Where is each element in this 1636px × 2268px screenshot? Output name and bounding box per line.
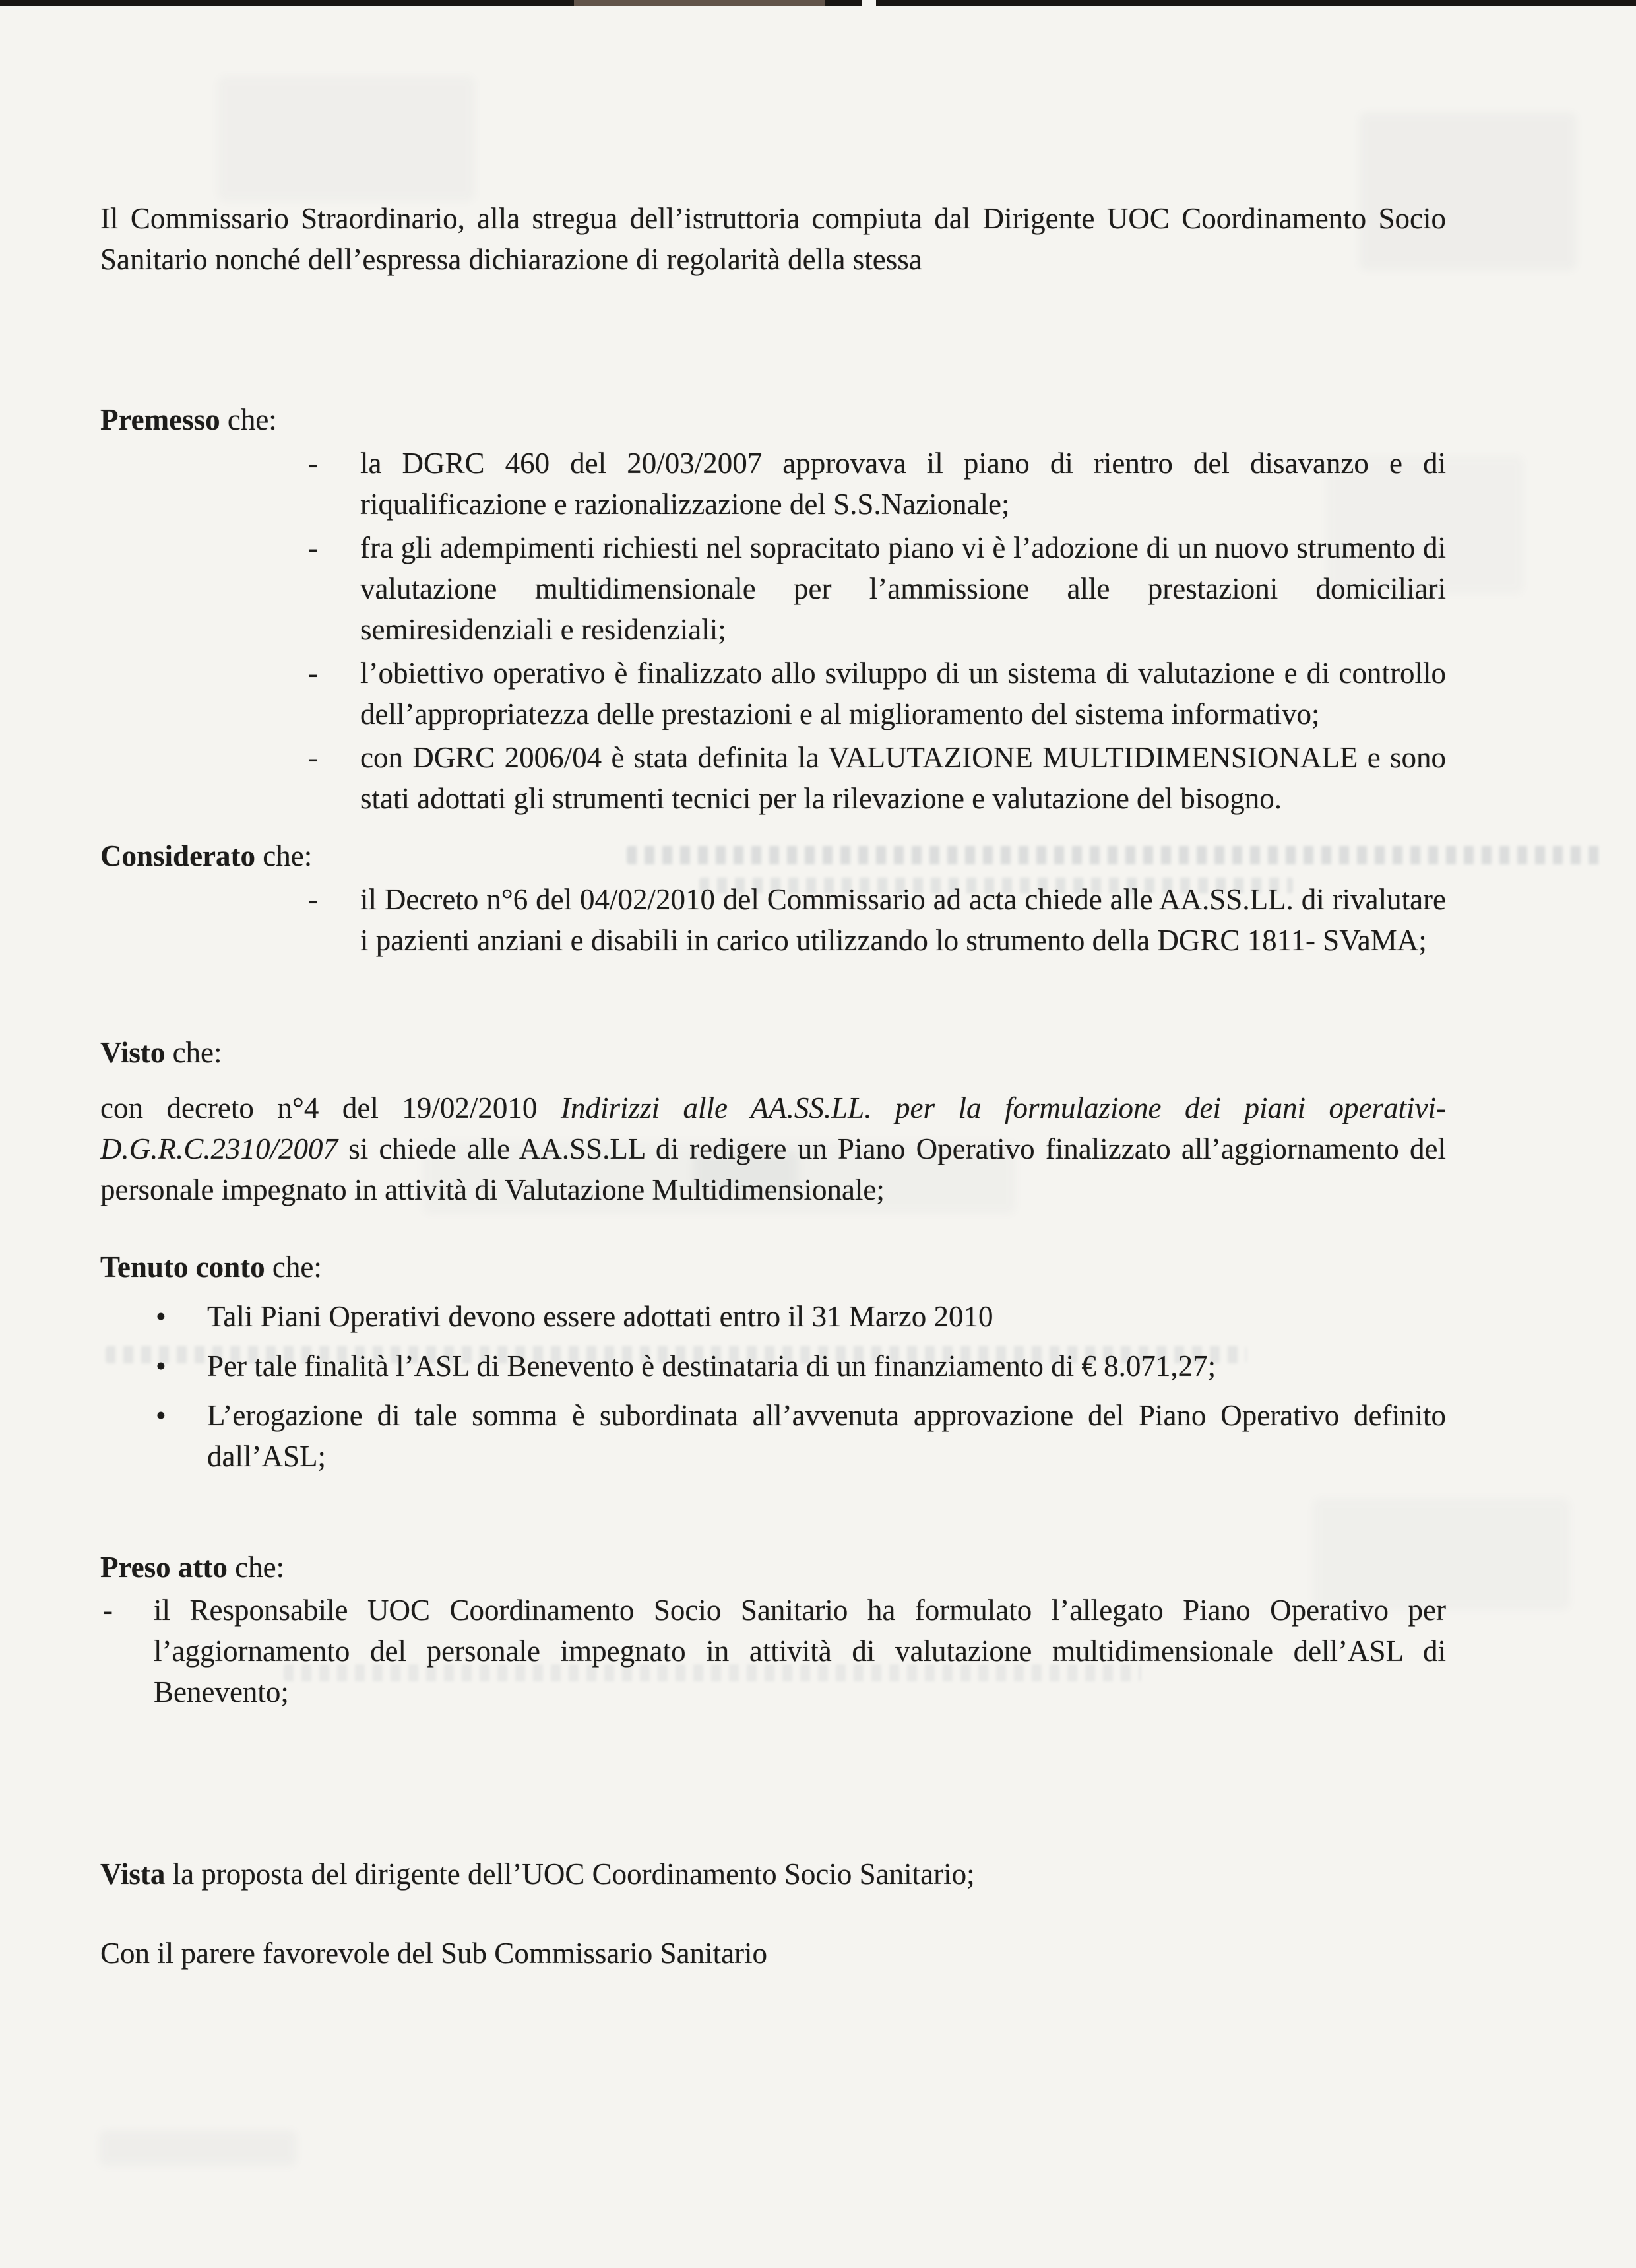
list-item bbox=[100, 1395, 1446, 1477]
disc-bullet-marker: • bbox=[156, 1300, 166, 1333]
list-item bbox=[100, 653, 1446, 734]
considerato-heading-bold: Considerato bbox=[100, 839, 255, 872]
disc-bullet-marker: • bbox=[156, 1349, 166, 1382]
dash-bullet-marker: - bbox=[308, 657, 318, 690]
list-item bbox=[100, 527, 1446, 650]
tenuto-list bbox=[100, 1296, 1446, 1477]
section-visto bbox=[100, 1032, 1446, 1210]
section-preso-atto bbox=[100, 1547, 1446, 1712]
considerato-heading-rest: che: bbox=[255, 839, 313, 872]
preso-heading-bold: Preso atto bbox=[100, 1551, 228, 1584]
dash-bullet-marker: - bbox=[308, 447, 318, 480]
list-item-text: il Decreto n°6 del 04/02/2010 del Commissario ad acta chiede alle AA.SS.LL. di rivalutare i pazienti anziani e disabili in carico utilizzando lo strumento della DGRC 1811- SVaMA; bbox=[360, 883, 1446, 957]
list-item bbox=[100, 879, 1446, 961]
list-item-text: Per tale finalità l’ASL di Benevento è destinataria di un finanziamento di € 8.071,27; bbox=[207, 1349, 1216, 1382]
considerato-heading bbox=[100, 835, 1446, 876]
disc-bullet-marker: • bbox=[156, 1399, 166, 1432]
list-item bbox=[100, 1345, 1446, 1386]
closing-paragraph: Con il parere favorevole del Sub Commissario Sanitario bbox=[100, 1937, 768, 1970]
dash-bullet-marker: - bbox=[308, 883, 318, 916]
list-item-text: L’erogazione di tale somma è subordinata all’avvenuta approvazione del Piano Operativo definito dall’ASL; bbox=[207, 1399, 1446, 1473]
intro-paragraph: Il Commissario Straordinario, alla stregua dell’istruttoria compiuta dal Dirigente UOC Coordinamento Socio Sanitario nonché dell’espressa dichiarazione di regolarità della stessa bbox=[100, 202, 1446, 276]
vista-rest: la proposta del dirigente dell’UOC Coordinamento Socio Sanitario; bbox=[165, 1858, 975, 1891]
section-tenuto-conto bbox=[100, 1247, 1446, 1477]
premesso-heading bbox=[100, 399, 1446, 440]
list-item-text: con DGRC 2006/04 è stata definita la VALUTAZIONE MULTIDIMENSIONALE e sono stati adottati gli strumenti tecnici per la rilevazione e valutazione del bisogno. bbox=[360, 741, 1446, 815]
vista-paragraph bbox=[100, 1854, 1446, 1895]
preso-heading-rest: che: bbox=[227, 1551, 285, 1584]
premesso-list bbox=[100, 443, 1446, 819]
visto-heading-rest: che: bbox=[165, 1036, 222, 1069]
considerato-list bbox=[100, 879, 1446, 961]
document-content bbox=[100, 0, 1446, 1974]
tenuto-heading-rest: che: bbox=[265, 1250, 322, 1283]
preso-heading bbox=[100, 1547, 1446, 1588]
list-item bbox=[100, 443, 1446, 525]
vista-lead-bold: Vista bbox=[100, 1858, 166, 1891]
list-item bbox=[100, 1590, 1446, 1712]
visto-heading bbox=[100, 1032, 1446, 1073]
preso-list bbox=[100, 1590, 1446, 1712]
premesso-heading-bold: Premesso bbox=[100, 403, 220, 436]
tenuto-heading-bold: Tenuto conto bbox=[100, 1250, 265, 1283]
section-considerato bbox=[100, 835, 1446, 961]
visto-heading-bold: Visto bbox=[100, 1036, 166, 1069]
premesso-heading-rest: che: bbox=[220, 403, 277, 436]
tenuto-heading bbox=[100, 1247, 1446, 1287]
list-item-text: fra gli adempimenti richiesti nel sopracitato piano vi è l’adozione di un nuovo strumento di valutazione multidimensionale per l’ammissione alle prestazioni domiciliari semiresidenziali e residenziali; bbox=[360, 531, 1446, 646]
list-item-text: l’obiettivo operativo è finalizzato allo sviluppo di un sistema di valutazione e di controllo dell’appropriatezza delle prestazioni e al miglioramento del sistema informativo; bbox=[360, 657, 1446, 730]
list-item bbox=[100, 737, 1446, 819]
section-premesso bbox=[100, 399, 1446, 819]
list-item-text: il Responsabile UOC Coordinamento Socio Sanitario ha formulato l’allegato Piano Operativo per l’aggiornamento del personale impegnato in attività di valutazione multidimensionale dell’ASL di Benevento; bbox=[154, 1594, 1446, 1708]
list-item-text: Tali Piani Operativi devono essere adottati entro il 31 Marzo 2010 bbox=[207, 1300, 993, 1333]
visto-paragraph: con decreto n°4 del 19/02/2010 Indirizzi alle AA.SS.LL. per la formulazione dei piani operativi-D.G.R.C.2310/2007 si chiede alle AA.SS.LL di redigere un Piano Operativo finalizzato all’aggiornamento del personale impegnato in attività di Valutazione Multidimensionale; bbox=[100, 1091, 1446, 1206]
bleed-through-artifact bbox=[99, 2130, 297, 2166]
list-item bbox=[100, 1296, 1446, 1337]
dash-bullet-marker: - bbox=[103, 1594, 113, 1627]
dash-bullet-marker: - bbox=[308, 741, 318, 774]
list-item-text: la DGRC 460 del 20/03/2007 approvava il piano di rientro del disavanzo e di riqualificazione e razionalizzazione del S.S.Nazionale; bbox=[360, 447, 1446, 521]
dash-bullet-marker: - bbox=[308, 531, 318, 564]
